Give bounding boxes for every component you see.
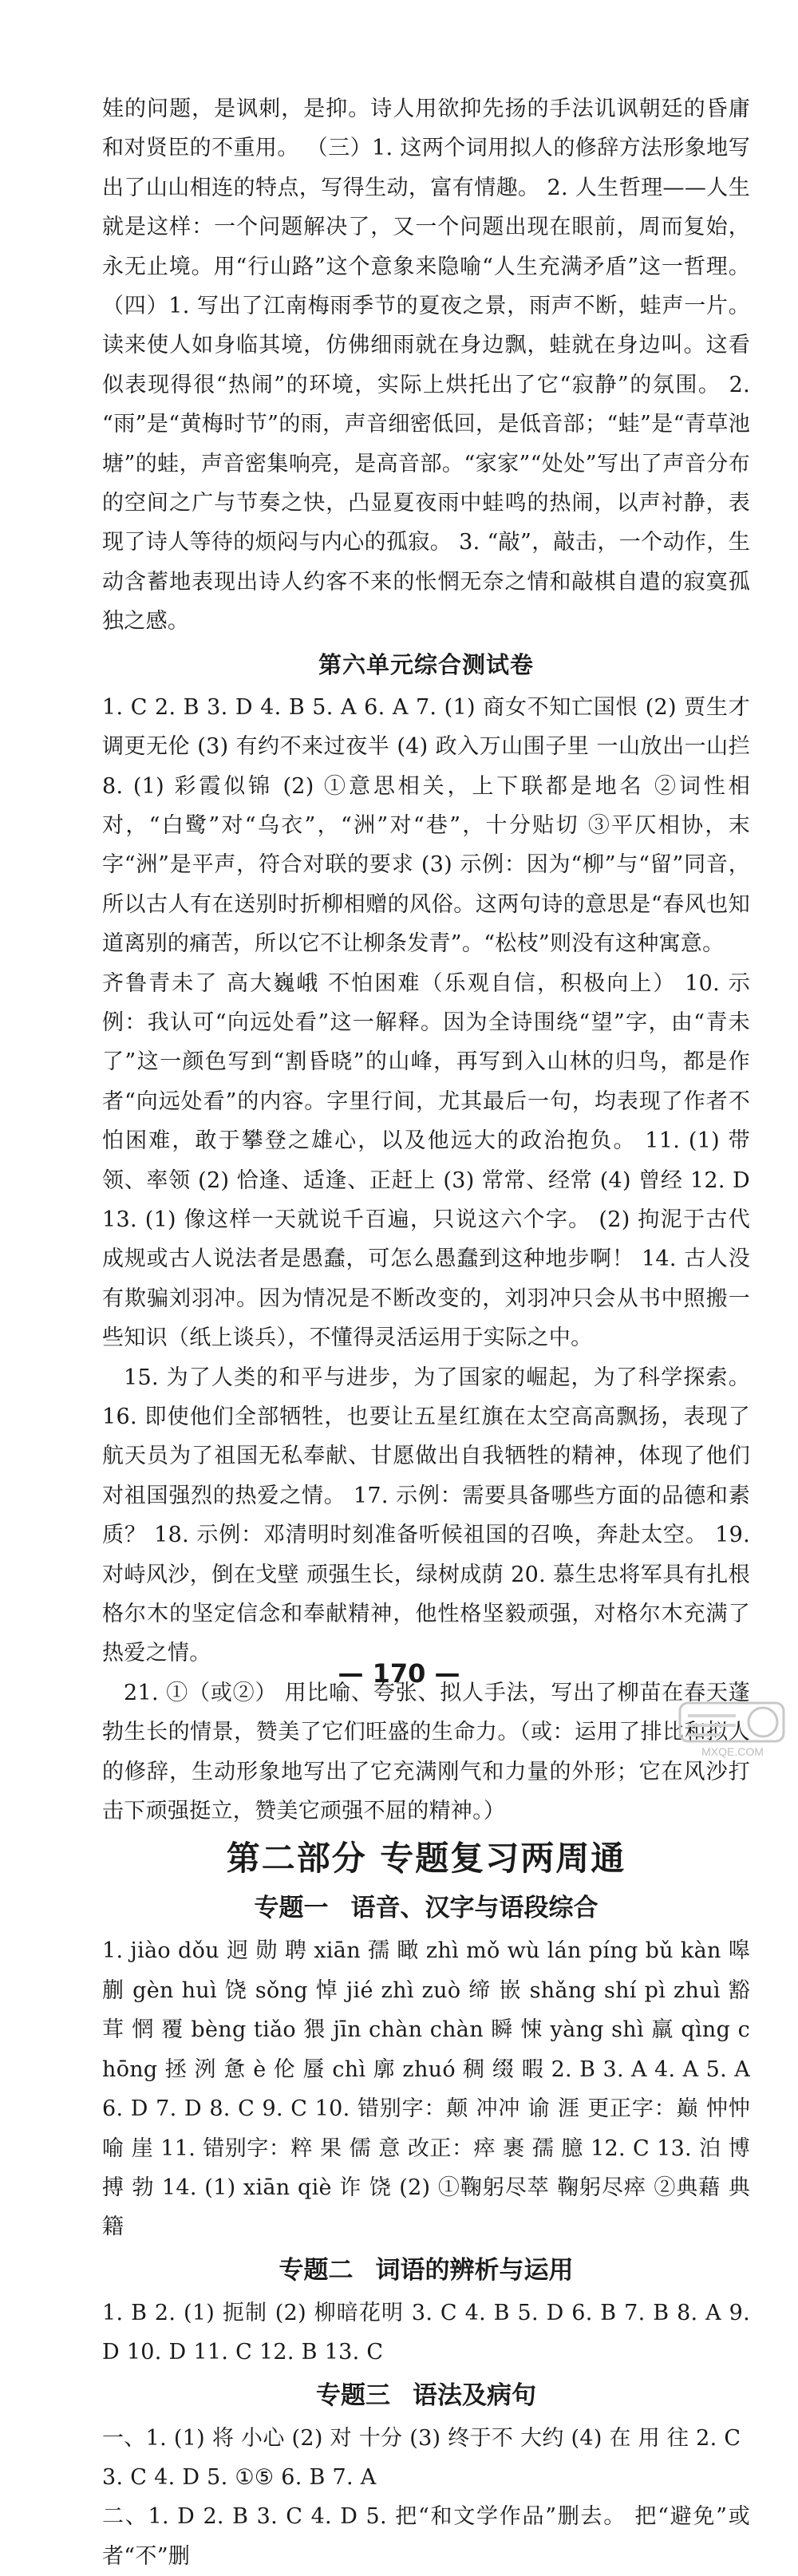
section-title: 第六单元综合测试卷	[318, 650, 534, 678]
topic3-label: 专题三	[316, 2380, 390, 2410]
topic1-name: 语音、汉字与语段综合	[350, 1894, 598, 1923]
watermark-logo-icon	[677, 1698, 788, 1760]
topic3-heading	[102, 2373, 750, 2419]
topic2-text: 1. B 2. (1) 扼制 (2) 柳暗花明 3. C 4. B 5. D 6. B 7. B 8. A 9. D 10. D 11. C 12. B 13. C	[102, 2300, 750, 2365]
topic2-name: 词语的辨析与运用	[375, 2255, 574, 2285]
paragraph-unit6-3: 15. 为了人类的和平与进步，为了国家的崛起，为了科学探索。 16. 即使他们全部牺牲，也要让五星红旗在太空高高飘扬，表现了航天员为了祖国无私奉献、甘愿做出自我牺牲的精神，体现了他们对祖国强烈的热爱之情。 17. 示例：需要具备哪些方面的品德和素质？ 18. 示例：邓清明时刻准备听候祖国的召唤，奔赴太空。 19. 对峙风沙，倒在戈壁 顽强生长，绿树成荫 20. 慕生忠将军具有扎根格尔木的坚定信念和奉献精神，他性格坚毅顽强，对格尔木充满了热爱之情。	[102, 1365, 750, 1666]
paragraph-unit6-1: 1. C 2. B 3. D 4. B 5. A 6. A 7. (1) 商女不知亡国恨 (2) 贾生才调更无伦 (3) 有约不来过夜半 (4) 政入万山围子里 一山放出一山拦 8. (1) 彩霞似锦 (2) ①意思相关，上下联都是地名 ②词性相对，“白鹭”对“乌衣”，“洲”对“巷”，十分贴切 ③平仄相协，末字“洲”是平声，符合对联的要求 (3) 示例：因为“柳”与“留”同音，所以古人有在送别时折柳相赠的风俗。这两句诗的意思是“春风也知道离别的痛苦，所以它不让柳条发青”。“松枝”则没有这种寓意。	[102, 694, 750, 957]
topic3-line-2: 3. C 4. D 5. ①⑤ 6. B 7. A	[102, 2464, 377, 2490]
text-column	[102, 89, 750, 2576]
topic1-text: 1. jiào dǒu 迥 勋 聘 xiān 孺 瞰 zhì mǒ wù lán píng bǔ kàn 嗥 蒯 gèn huì 饶 sǒng 悼 jié zhì zuò 缔 嵌 shǎng shí pì zhuì 豁 茸 惘 覆 bèng tiǎo 猥 jīn chàn chàn 瞬 悚 yàng shì 羸 qìng chōng 拯 洌 惫 è 伦 蜃 chì 廓 zhuó 稠 缀 暇 2. B 3. A 4. A 5. A 6. D 7. D 8. C 9. C 10. 错别字：颠 冲冲 谕 涯 更正字：巅 忡忡 喻 崖 11. 错别字：粹 果 儒 意 改正：瘁 裹 孺 臆 12. C 13. 泊 博 搏 勃 14. (1) xiān qiè 诈 饶 (2) ①鞠躬尽萃 鞠躬尽瘁 ②典藉 典籍	[102, 1938, 750, 2240]
topic3-line-1: 一、1. (1) 将 小心 (2) 对 十分 (3) 终于不 大约 (4) 在 用 往 2. C	[102, 2425, 741, 2451]
paragraph-unit6-2: 齐鲁青未了 高大巍峨 不怕困难（乐观自信，积极向上） 10. 示例：我认可“向远处看”这一解释。因为全诗围绕“望”字，由“青未了”这一颜色写到“割昏晓”的山峰，再写到入山林的归鸟，都是作者“向远处看”的内容。字里行间，尤其最后一句，均表现了作者不怕困难，敢于攀登之雄心，以及他远大的政治抱负。 11. (1) 带领、率领 (2) 恰逢、适逢、正赶上 (3) 常常、经常 (4) 曾经 12. D 13. (1) 像这样一天就说千百遍，只说这六个字。 (2) 拘泥于古代成规或古人说法者是愚蠢，可怎么愚蠢到这种地步啊！ 14. 古人没有欺骗刘羽冲。因为情况是不断改变的，刘羽冲只会从书中照搬一些知识（纸上谈兵），不懂得灵活运用于实际之中。	[102, 970, 750, 1351]
topic1-heading	[102, 1885, 750, 1931]
topic1-label: 专题一	[254, 1894, 329, 1923]
part-title: 第二部分 专题复习两周通	[226, 1839, 626, 1879]
paragraph-unit6-4: 21. ①（或②） 用比喻、夸张、拟人手法，写出了柳苗在春天蓬勃生长的情景，赞美了它们旺盛的生命力。（或：运用了排比和拟人的修辞，生动形象地写出了它充满刚气和力量的外形；它在风沙打击下顽强挺立，赞美它顽强不屈的精神。）	[102, 1680, 750, 1824]
paragraph-top: 娃的问题，是讽刺，是抑。诗人用欲抑先扬的手法讥讽朝廷的昏庸和对贤臣的不重用。 （三）1. 这两个词用拟人的修辞方法形象地写出了山山相连的特点，写得生动，富有情趣。 2. 人生哲理——人生就是这样：一个问题解决了，又一个问题出现在眼前，周而复始，永无止境。用“行山路”这个意象来隐喻“人生充满矛盾”这一哲理。 （四）1. 写出了江南梅雨季节的夏夜之景，雨声不断，蛙声一片。读来使人如身临其境，仿佛细雨就在身边飘，蛙就在身边叫。这看似表现得很“热闹”的环境，实际上烘托出了它“寂静”的氛围。 2. “雨”是“黄梅时节”的雨，声音细密低回，是低音部；“蛙”是“青草池塘”的蛙，声音密集响亮，是高音部。“家家”“处处”写出了声音分布的空间之广与节奏之快，凸显夏夜雨中蛙鸣的热闹，以声衬静，表现了诗人等待的烦闷与内心的孤寂。 3. “敲”，敲击，一个动作，生动含蓄地表现出诗人约客不来的怅惘无奈之情和敲棋自遣的寂寞孤独之感。	[102, 97, 750, 634]
topic3-name: 语法及病句	[413, 2380, 536, 2410]
page-number: — 170 —	[338, 1658, 460, 1689]
topic3-line-3: 二、1. D 2. B 3. C 4. D 5. 把“和文学作品”删去。 把“避免”或者“不”删	[102, 2504, 750, 2569]
topic2-label: 专题二	[279, 2255, 354, 2285]
topic2-heading	[102, 2247, 750, 2294]
svg-text:MXQE.COM: MXQE.COM	[701, 1745, 764, 1758]
